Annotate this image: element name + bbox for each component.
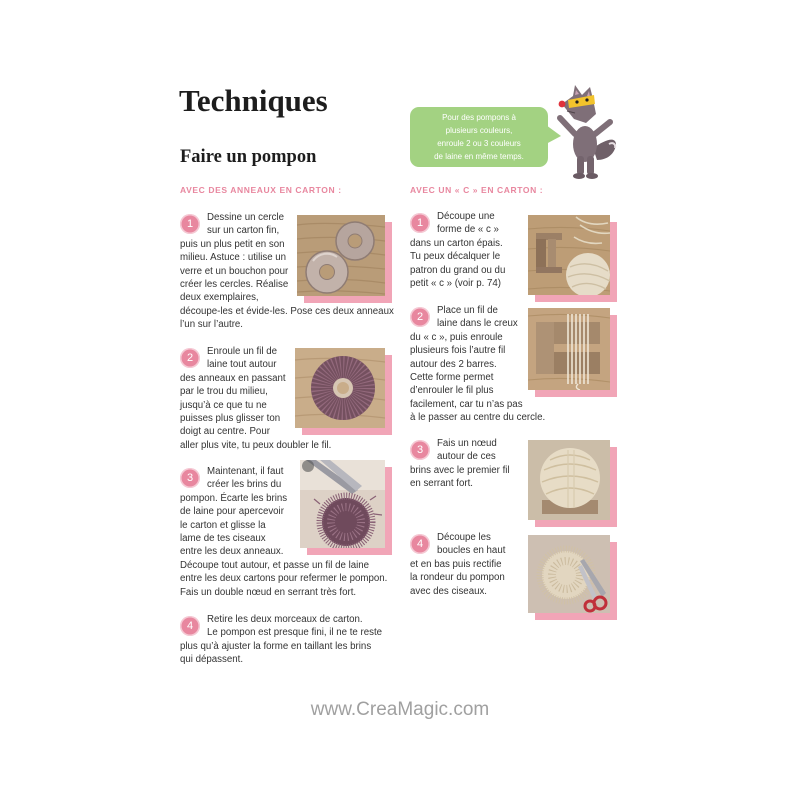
step-text-line: le carton et glisse la <box>180 519 266 531</box>
step-text-line: Le pompon est presque fini, il ne te reste <box>207 627 383 639</box>
step-number-badge: 3 <box>410 440 430 460</box>
step-text-line: puis un plus petit en son <box>180 238 285 250</box>
step-text-line: plus qu’à ajuster la forme en taillant les brins <box>180 640 372 652</box>
step-text-line: Retire les deux morceaux de carton. <box>207 614 363 625</box>
step-text-line: du « c », puis enroule <box>410 331 503 343</box>
step-text-line: sur un carton fin, <box>207 225 280 237</box>
method-1-step-4 <box>180 613 395 667</box>
step-text-line: aller plus vite, tu peux doubler le fil. <box>180 439 332 451</box>
step-number-badge: 3 <box>180 468 200 488</box>
step-text-line: Maintenant, il faut <box>207 466 284 477</box>
tip-line: enroule 2 ou 3 couleurs <box>437 139 521 148</box>
step-text-line: d’enrouler le fil plus <box>410 385 494 397</box>
method-1-step-1 <box>180 211 395 332</box>
step-text-line: plusieurs fois l’autre fil <box>410 345 506 357</box>
page-title: Techniques <box>179 83 328 118</box>
step-text-line: entre les deux anneaux. <box>180 546 284 558</box>
step-text-line: autour des 2 barres. <box>410 358 497 370</box>
step-number-badge: 1 <box>180 214 200 234</box>
step-text-line: Tu peux décalquer le <box>410 251 501 263</box>
step-text-line: deux exemplaires, <box>180 292 259 304</box>
step-text-line: autour de ces <box>437 451 496 463</box>
step-text-line: à le passer au centre du cercle. <box>410 412 546 424</box>
step-text-line: patron du grand ou du <box>410 264 506 276</box>
step-text-line: dans un carton épais. <box>410 237 503 249</box>
step-text-line: puisses plus glisser ton <box>180 413 281 425</box>
watermark: www.CreaMagic.com <box>310 699 490 720</box>
step-text-line: créer les cercles. Réalise <box>180 279 289 291</box>
step-text-line: laine dans le creux <box>437 318 518 330</box>
tip-line: plusieurs couleurs, <box>445 126 513 135</box>
step-text-line: la rondeur du pompon <box>410 572 505 584</box>
section-subtitle: Faire un pompon <box>180 147 317 167</box>
step-text-line: entre les deux cartons pour refermer le pompon. <box>180 573 388 585</box>
step-text-line: de laine pour apercevoir <box>180 506 284 518</box>
step-text-line: pompon. Écarte les brins <box>180 492 288 504</box>
step-text-line: Place un fil de <box>437 305 498 316</box>
method-2-step-1 <box>410 210 625 290</box>
method-1-step-2 <box>180 345 395 452</box>
step-text-line: qui dépassent. <box>180 654 244 666</box>
step-text-line: doigt au centre. Pour <box>180 426 270 438</box>
tip-line: Pour des pompons à <box>442 113 516 122</box>
method-2-step-2 <box>410 304 625 425</box>
step-text-line: Découpe tout autour, et passe un fil de laine <box>180 559 370 571</box>
step-number-badge: 2 <box>180 348 200 368</box>
step-text-line: milieu. Astuce : utilise un <box>180 252 287 264</box>
step-text-line: avec des ciseaux. <box>410 585 488 597</box>
method-2-step-3 <box>410 437 625 491</box>
step-text-line: forme de « c » <box>437 224 499 236</box>
step-text-line: petit « c » (voir p. 74) <box>410 278 501 290</box>
step-text-line: lame de tes ciseaux <box>180 533 266 545</box>
wolf-mascot-illustration <box>553 84 617 180</box>
step-text-line: laine tout autour <box>207 359 277 371</box>
step-text-line: créer les brins du <box>207 479 282 491</box>
step-text-line: Enroule un fil de <box>207 346 278 357</box>
step-text-line: en serrant fort. <box>410 478 473 490</box>
method-heading-c-shape: AVEC UN « C » EN CARTON : <box>410 185 544 195</box>
step-text-line: boucles en haut <box>437 545 506 557</box>
step-text-line: jusqu’à ce que tu ne <box>180 399 267 411</box>
step-number-badge: 4 <box>410 534 430 554</box>
step-text-line: Découpe une <box>437 211 495 222</box>
tip-line: de laine en même temps. <box>434 152 524 161</box>
step-text-line: facilement, car tu n’as pas <box>410 398 523 410</box>
step-text-line: brins avec le premier fil <box>410 464 510 476</box>
step-number-badge: 1 <box>410 213 430 233</box>
method-1-step-3 <box>180 465 395 599</box>
step-text-line: et en bas puis rectifie <box>410 558 502 570</box>
step-text-line: Fais un double nœud en serrant très fort. <box>180 586 357 598</box>
step-text-line: l’un sur l’autre. <box>180 319 243 331</box>
method-heading-rings: AVEC DES ANNEAUX EN CARTON : <box>180 185 342 195</box>
step-text-line: par le trou du milieu, <box>180 386 268 398</box>
step-text-line: Découpe les <box>437 532 491 543</box>
tip-speech-bubble <box>410 107 548 167</box>
step-text-line: découpe-les et évide-les. Pose ces deux anneaux <box>180 305 394 317</box>
step-text-line: des anneaux en passant <box>180 372 286 384</box>
step-number-badge: 4 <box>180 616 200 636</box>
step-text-line: Fais un nœud <box>437 438 497 449</box>
step-number-badge: 2 <box>410 307 430 327</box>
method-2-step-4 <box>410 531 625 598</box>
step-text-line: verre et un bouchon pour <box>180 265 289 277</box>
step-text-line: Cette forme permet <box>410 372 494 384</box>
step-text-line: Dessine un cercle <box>207 212 284 223</box>
